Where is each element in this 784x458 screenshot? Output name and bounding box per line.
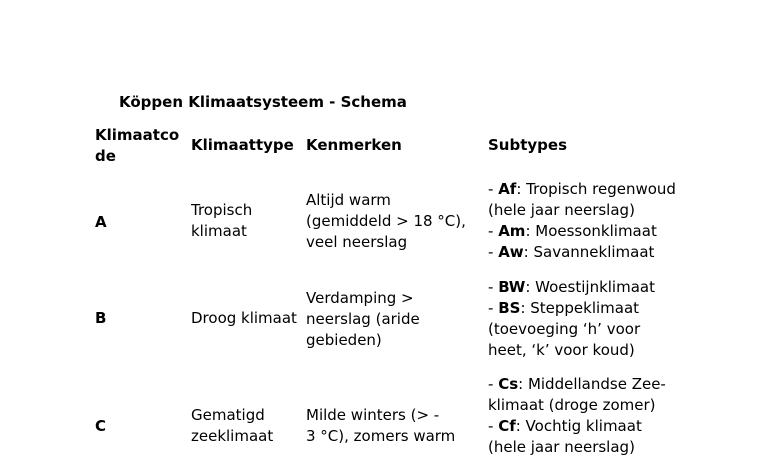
row-b-subtypes xyxy=(488,277,655,361)
row-a-code: A xyxy=(95,213,107,231)
row-a-features: Altijd warm (gemiddeld > 18 °C), veel neerslag xyxy=(306,191,466,251)
header-code: Klimaatco de xyxy=(95,126,180,165)
row-c-code: C xyxy=(95,417,107,435)
subtype-line: (hele jaar neerslag) xyxy=(488,438,635,456)
header-subtypes: Subtypes xyxy=(488,136,568,154)
row-b-features: Verdamping > neerslag (aride gebieden) xyxy=(306,289,420,349)
subtype-line: - BW: Woestijnklimaat xyxy=(488,278,655,296)
subtype-line: (toevoeging ‘h’ voor xyxy=(488,320,641,338)
row-c-type: Gematigd zeeklimaat xyxy=(191,406,274,445)
subtype-line: - Af: Tropisch regenwoud xyxy=(488,180,676,198)
subtype-line: - BS: Steppeklimaat xyxy=(488,299,640,317)
row-c-subtypes xyxy=(488,374,666,458)
subtype-line: - Aw: Savanneklimaat xyxy=(488,243,655,261)
header-features: Kenmerken xyxy=(306,136,402,154)
row-a-type: Tropisch klimaat xyxy=(191,201,253,240)
subtype-line: klimaat (droge zomer) xyxy=(488,396,656,414)
row-c-features: Milde winters (> - 3 °C), zomers warm xyxy=(306,406,456,445)
row-b-code: B xyxy=(95,309,107,327)
document-title: Köppen Klimaatsysteem - Schema xyxy=(119,93,407,111)
subtype-line: heet, ‘k’ voor koud) xyxy=(488,341,635,359)
row-a-subtypes xyxy=(488,179,676,263)
header-type: Klimaattype xyxy=(191,136,294,154)
subtype-line: (hele jaar neerslag) xyxy=(488,201,635,219)
subtype-line: - Cs: Middellandse Zee- xyxy=(488,375,666,393)
row-b-type: Droog klimaat xyxy=(191,309,297,327)
subtype-line: - Am: Moessonklimaat xyxy=(488,222,657,240)
subtype-line: - Cf: Vochtig klimaat xyxy=(488,417,642,435)
